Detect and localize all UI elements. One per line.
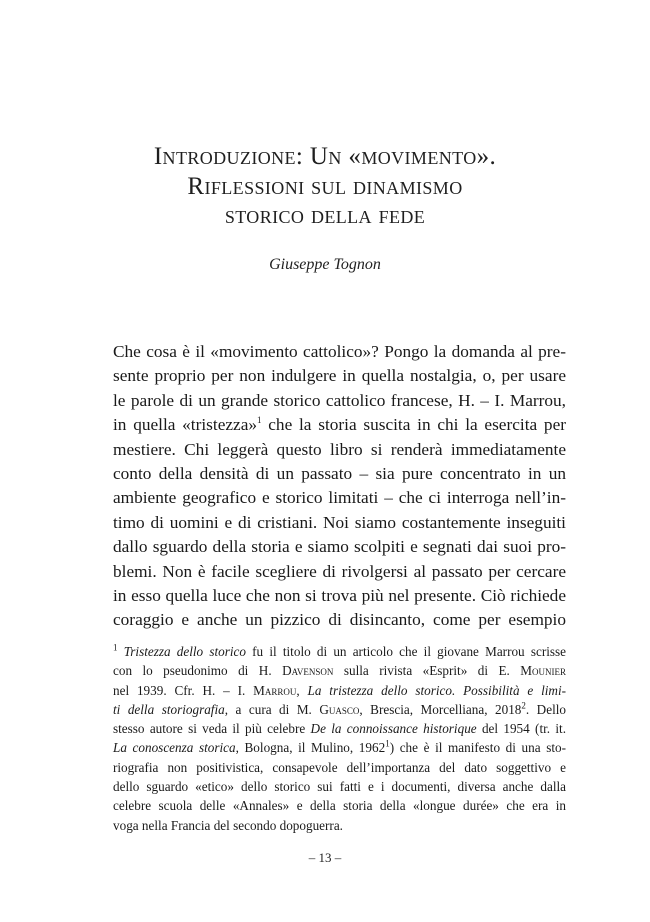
body-line: le parole di un grande storico cattolico francese, H. – I. Marrou,	[113, 390, 566, 410]
footnote-text: Davenson	[282, 663, 334, 679]
footnote-text: Guasco	[319, 701, 360, 717]
footnote-text: ti della storiografia	[113, 701, 225, 717]
footnote-text: Marrou	[253, 682, 297, 698]
footnote-line	[113, 719, 566, 738]
chapter-title-line-1: Introduzione: Un «movimento».	[153, 143, 497, 170]
body-line: mestiere. Chi leggerà questo libro si renderà immediatamente	[113, 439, 566, 459]
chapter-title	[60, 143, 590, 230]
body-line-part: che la storia suscita in chi la esercita per	[261, 415, 566, 435]
body-line: dallo sguardo della storia e siamo scolpiti e segnati dai suoi pro-	[113, 537, 566, 557]
footnote-line: voga nella Francia del secondo dopoguerra.	[113, 817, 343, 833]
body-line: Che cosa è il «movimento cattolico»? Pongo la domanda al pre-	[113, 342, 566, 361]
body-line: in esso quella luce che non si trova più nel presente. Ciò richiede	[113, 586, 566, 606]
body-line: blemi. Non è facile scegliere di rivolgersi al passato per cercare	[113, 561, 566, 581]
footnote-superscript: 2	[521, 700, 526, 711]
footnote-text: , Bologna, il Mulino, 1962	[235, 740, 386, 756]
author-name: Giuseppe Tognon	[269, 256, 381, 273]
body-line: coraggio e anche un pizzico di disincanto, come per esempio	[113, 610, 566, 630]
footnote-text: , Brescia, Morcelliana, 2018	[359, 701, 522, 717]
footnote-line	[113, 700, 566, 719]
footnote-line	[113, 642, 566, 661]
footnote-marker: 1	[113, 642, 118, 653]
footnote-text: sulla rivista «Esprit» di E.	[333, 663, 521, 679]
footnote-text: De la connoissance historique	[310, 721, 477, 737]
body-line: timo di uomini e di cristiani. Noi siamo costantemente inseguiti	[113, 512, 566, 532]
chapter-title-line-2: Riflessioni sul dinamismo	[187, 173, 463, 200]
footnote	[113, 642, 566, 835]
body-line: sente proprio per non indulgere in quella nostalgia, o, per usare	[113, 366, 566, 386]
footnote-text: ) che è il manifesto di una sto-	[389, 740, 566, 756]
footnote-text: ,	[296, 682, 308, 698]
footnote-line	[113, 661, 566, 680]
chapter-title-line-3: storico della fede	[224, 202, 426, 229]
footnote-line: celebre scuola delle «Annales» e della storia della «longue durée» che era in	[113, 798, 566, 814]
footnote-text: . Dello	[525, 701, 566, 717]
footnote-line: dello sguardo «etico» dello storico sui fatti e i documenti, diversa anche dalla	[113, 779, 566, 795]
body-line: ambiente geografico e storico limitati – che ci interroga nell’in-	[113, 488, 566, 508]
footnote-text: stesso autore si veda il più celebre	[113, 721, 311, 737]
footnote-text: Tristezza dello storico	[123, 644, 246, 659]
footnote-line	[113, 738, 566, 757]
body-line: conto della densità di un passato – sia pure concentrato in un	[113, 464, 566, 484]
page-number: – 13 –	[308, 850, 342, 865]
footnote-text: con lo pseudonimo di H.	[113, 663, 283, 679]
footnote-superscript: 1	[385, 739, 390, 750]
body-line-part: in quella «tristezza»	[113, 415, 258, 435]
body-text	[113, 340, 566, 633]
footnote-text: del 1954 (tr. it.	[476, 721, 566, 737]
footnote-text: Mounier	[520, 663, 566, 679]
footnote-text: La tristezza dello storico. Possibilità e limi-	[307, 682, 567, 698]
footnote-text: fu il titolo di un articolo che il giovane Marrou scrisse	[245, 644, 566, 659]
footnote-reference: 1	[257, 415, 262, 426]
footnote-text: nel 1939. Cfr. H. – I.	[113, 682, 254, 698]
body-line-with-footnote	[113, 413, 566, 437]
footnote-text: La conoscenza storica	[113, 740, 236, 756]
footnote-line	[113, 681, 566, 700]
footnote-text: , a cura di M.	[224, 701, 320, 717]
footnote-line: riografia non positivistica, consapevole dell’importanza del dato soggettivo e	[113, 759, 566, 775]
